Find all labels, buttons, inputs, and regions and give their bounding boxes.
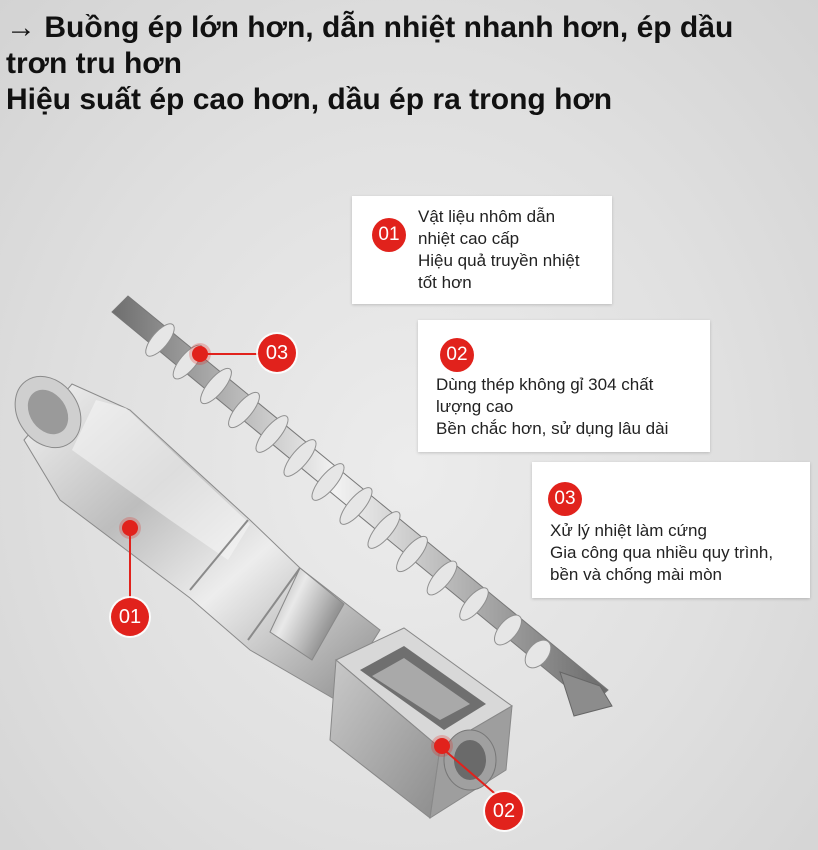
outlet-block bbox=[330, 628, 512, 818]
card-01-line-4: tốt hơn bbox=[418, 273, 472, 292]
card-01-line-3: Hiệu quả truyền nhiệt bbox=[418, 251, 580, 270]
card-01-line-2: nhiệt cao cấp bbox=[418, 229, 520, 248]
info-card-01 bbox=[352, 196, 612, 304]
headline-line-2: trơn tru hơn bbox=[6, 47, 182, 80]
card-02-line-1: Dùng thép không gỉ 304 chất bbox=[436, 375, 654, 394]
card-02-line-3: Bền chắc hơn, sử dụng lâu dài bbox=[436, 419, 669, 438]
card-badge-03: 03 bbox=[548, 482, 582, 516]
callout-dot-outlet bbox=[434, 738, 450, 754]
callout-dot-chamber bbox=[122, 520, 138, 536]
card-badge-01: 01 bbox=[372, 218, 406, 252]
callout-badge-outlet: 02 bbox=[485, 792, 523, 830]
headline-line-1: → Buồng ép lớn hơn, dẫn nhiệt nhanh hơn, ép dầu bbox=[6, 11, 734, 44]
card-03-line-2: Gia công qua nhiều quy trình, bbox=[550, 543, 774, 562]
card-badge-02: 02 bbox=[440, 338, 474, 372]
card-03-line-1: Xử lý nhiệt làm cứng bbox=[550, 521, 707, 540]
headline-line-3: Hiệu suất ép cao hơn, dầu ép ra trong hơn bbox=[6, 83, 613, 116]
info-card-02 bbox=[418, 320, 710, 452]
callout-dot-screw bbox=[192, 346, 208, 362]
press-chamber bbox=[2, 364, 380, 700]
card-02-line-2: lượng cao bbox=[436, 397, 514, 416]
card-03-line-3: bền và chống mài mòn bbox=[550, 565, 722, 584]
info-card-03 bbox=[532, 462, 810, 598]
callout-badge-screw: 03 bbox=[258, 334, 296, 372]
callout-badge-chamber: 01 bbox=[111, 598, 149, 636]
card-01-line-1: Vật liệu nhôm dẫn bbox=[418, 207, 556, 226]
